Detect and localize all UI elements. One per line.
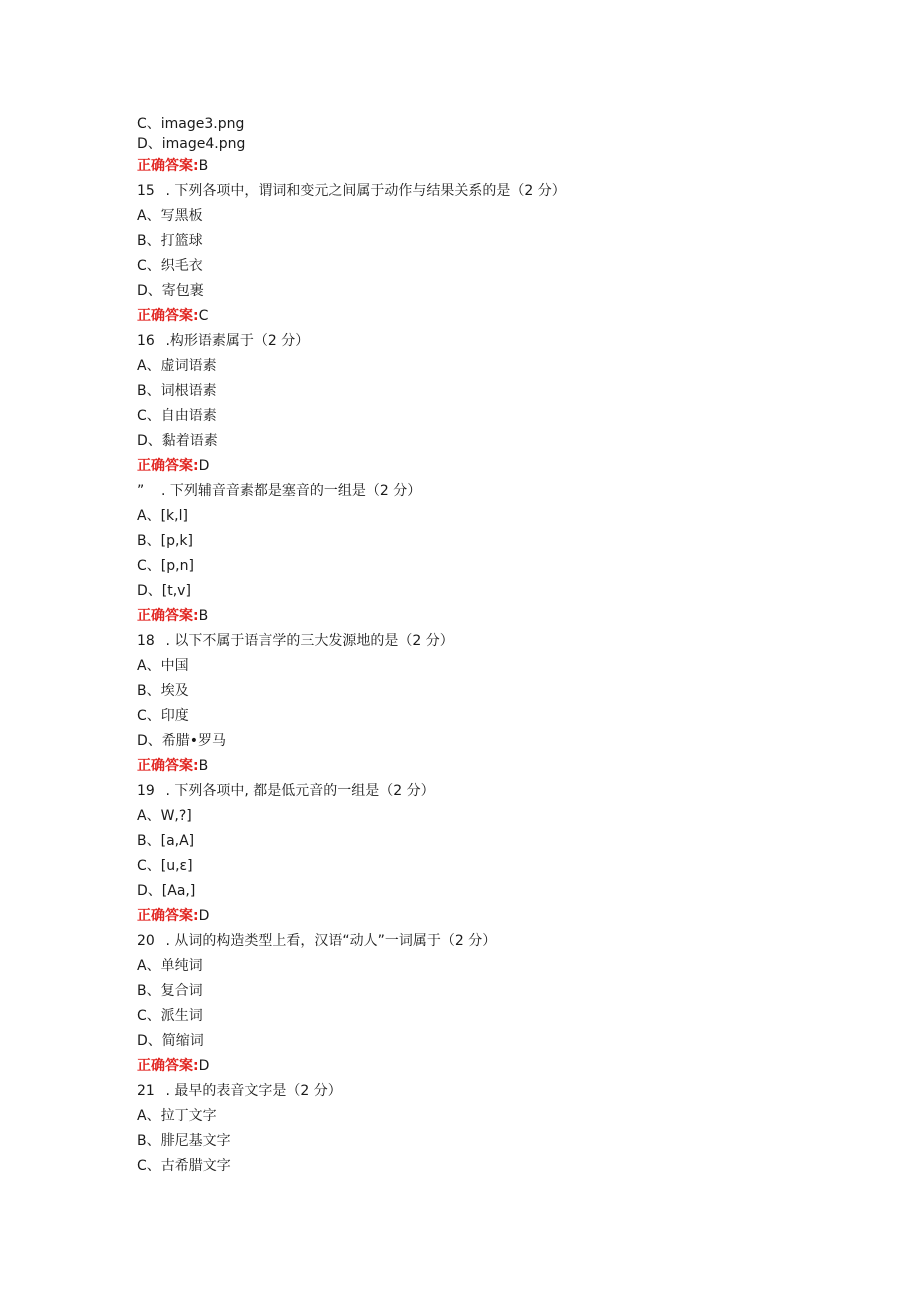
option-line: C、织毛衣 — [137, 258, 203, 274]
answer-value: B — [198, 608, 209, 624]
question-text: . 下列辅音音素都是塞音的一组是（2 分） — [161, 483, 422, 499]
question-number: 16 — [137, 333, 155, 349]
question-stem — [137, 629, 857, 654]
answer-value: C — [198, 308, 209, 324]
option-line: A、写黑板 — [137, 208, 203, 224]
answer-value: D — [198, 908, 210, 924]
document-body — [137, 114, 857, 1179]
answer-line — [137, 754, 857, 779]
answer-line — [137, 1054, 857, 1079]
option-line: D、[t,v] — [137, 583, 191, 599]
question-text: . 下列各项中，谓词和变元之间属于动作与结果关系的是（2 分） — [161, 183, 566, 199]
option-line: B、腓尼基文字 — [137, 1133, 231, 1149]
question-text: .构形语素属于（2 分） — [161, 333, 310, 349]
question-text: . 最早的表音文字是（2 分） — [161, 1083, 342, 1099]
option-line: A、拉丁文字 — [137, 1108, 217, 1124]
option-line: D、希腊•罗马 — [137, 733, 227, 749]
option-line: B、复合词 — [137, 983, 203, 999]
option-line: C、古希腊文字 — [137, 1158, 231, 1174]
option-line: B、词根语素 — [137, 383, 217, 399]
question-stem — [137, 179, 857, 204]
option-line: C、image3.png — [137, 116, 245, 132]
question-stem — [137, 329, 857, 354]
answer-line — [137, 604, 857, 629]
answer-label: 正确答案: — [137, 458, 199, 474]
option-line: C、派生词 — [137, 1008, 203, 1024]
answer-label: 正确答案: — [137, 908, 199, 924]
question-number: ” — [137, 483, 145, 499]
question-number: 18 — [137, 633, 155, 649]
answer-label: 正确答案: — [137, 758, 199, 774]
answer-line — [137, 154, 857, 179]
option-line: A、[k,l] — [137, 508, 188, 524]
option-line: B、[p,k] — [137, 533, 193, 549]
answer-value: B — [198, 758, 209, 774]
option-line: A、虚词语素 — [137, 358, 217, 374]
answer-label: 正确答案: — [137, 608, 199, 624]
answer-line — [137, 454, 857, 479]
question-number: 19 — [137, 783, 155, 799]
answer-value: D — [198, 1058, 210, 1074]
option-line: A、中国 — [137, 658, 189, 674]
answer-line — [137, 904, 857, 929]
answer-value: B — [198, 158, 209, 174]
option-line: B、[a,A] — [137, 833, 195, 849]
option-line: B、埃及 — [137, 683, 189, 699]
question-text: . 以下不属于语言学的三大发源地的是（2 分） — [161, 633, 454, 649]
question-text: . 从词的构造类型上看，汉语“动人”一词属于（2 分） — [161, 933, 497, 949]
option-line: C、[p,n] — [137, 558, 194, 574]
answer-line — [137, 304, 857, 329]
option-line: C、[u,ε] — [137, 858, 193, 874]
option-line: A、单纯词 — [137, 958, 203, 974]
question-number: 20 — [137, 933, 155, 949]
question-stem — [137, 1079, 857, 1104]
question-text: . 下列各项中, 都是低元音的一组是（2 分） — [161, 783, 435, 799]
option-line: D、简缩词 — [137, 1033, 204, 1049]
question-list — [137, 179, 857, 1179]
question-stem — [137, 479, 857, 504]
question-number: 21 — [137, 1083, 155, 1099]
question-stem — [137, 929, 857, 954]
question-number: 15 — [137, 183, 155, 199]
option-line: C、自由语素 — [137, 408, 217, 424]
answer-value: D — [198, 458, 210, 474]
answer-label: 正确答案: — [137, 308, 199, 324]
option-line: A、W,?] — [137, 808, 192, 824]
option-line: C、印度 — [137, 708, 189, 724]
option-line: D、黏着语素 — [137, 433, 218, 449]
option-line: D、[Aa,] — [137, 883, 196, 899]
option-line: B、打篮球 — [137, 233, 203, 249]
option-line: D、寄包裹 — [137, 283, 204, 299]
option-line: D、image4.png — [137, 136, 246, 152]
answer-label: 正确答案: — [137, 158, 199, 174]
question-stem — [137, 779, 857, 804]
answer-label: 正确答案: — [137, 1058, 199, 1074]
